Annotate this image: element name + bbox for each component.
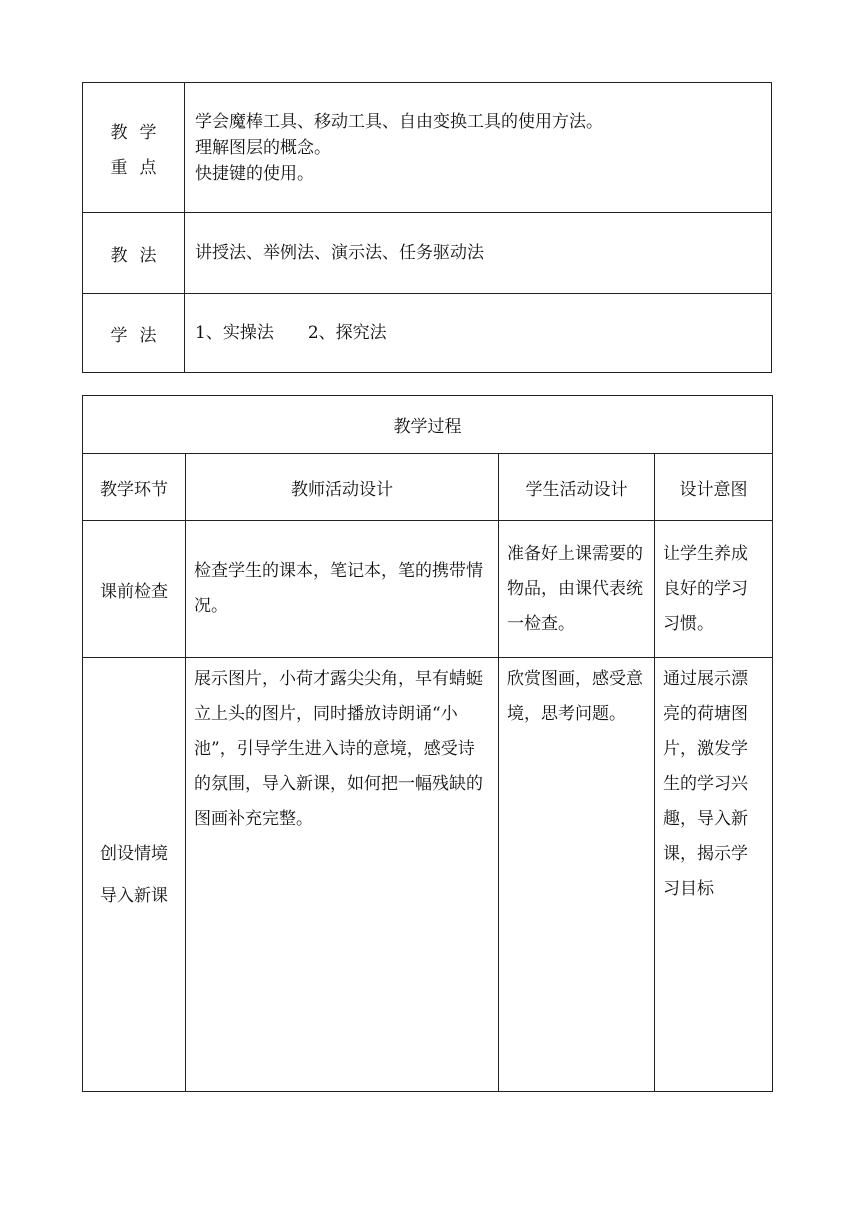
- process-header-row: [83, 454, 773, 521]
- design-intent-cell: 让学生养成良好的学习习惯。: [655, 521, 773, 658]
- key-points-content: [185, 83, 772, 213]
- student-activity-cell: 准备好上课需要的物品，由课代表统一检查。: [499, 521, 655, 658]
- learning-method-label: [83, 294, 185, 373]
- header-design-intent: 设计意图: [655, 454, 773, 521]
- key-point-2: 理解图层的概念。: [195, 137, 331, 158]
- key-points-label-line2: 重点: [110, 157, 169, 178]
- key-points-label-line1: 教学: [110, 122, 169, 143]
- stage-cell: 课前检查: [83, 521, 186, 658]
- stage-cell: [83, 658, 186, 1092]
- teaching-method-content: 讲授法、举例法、演示法、任务驱动法: [185, 213, 772, 294]
- teaching-process-table: [82, 395, 773, 1092]
- process-title-row: [83, 396, 773, 454]
- table-row: [83, 658, 773, 1092]
- learning-method-label-text: 学法: [110, 325, 169, 346]
- key-points-label: [83, 83, 185, 213]
- teacher-activity-cell: 检查学生的课本，笔记本，笔的携带情况。: [186, 521, 499, 658]
- stage-cell-line1: 创设情境: [100, 843, 168, 864]
- key-points-row: [83, 83, 772, 213]
- teacher-activity-cell: 展示图片，小荷才露尖尖角，早有蜻蜓立上头的图片，同时播放诗朗诵“小池”，引导学生进入诗的意境，感受诗的氛围，导入新课，如何把一幅残缺的图画补充完整。: [186, 658, 499, 1092]
- teaching-method-label-text: 教法: [110, 245, 169, 266]
- teaching-method-label: [83, 213, 185, 294]
- key-point-1: 学会魔棒工具、移动工具、自由变换工具的使用方法。: [195, 111, 603, 132]
- teaching-method-row: [83, 213, 772, 294]
- header-stage: 教学环节: [83, 454, 186, 521]
- stage-cell-line2: 导入新课: [100, 885, 168, 906]
- table-row: [83, 521, 773, 658]
- key-point-3: 快捷键的使用。: [195, 163, 314, 184]
- learning-method-row: [83, 294, 772, 373]
- design-intent-cell: 通过展示漂亮的荷塘图片，激发学生的学习兴趣，导入新课，揭示学习目标: [655, 658, 773, 1092]
- header-teacher-activity: 教师活动设计: [186, 454, 499, 521]
- learning-method-content: 1、实操法 2、探究法: [185, 294, 772, 373]
- process-title: 教学过程: [83, 396, 773, 454]
- objectives-table: [82, 82, 772, 373]
- student-activity-cell: 欣赏图画，感受意境，思考问题。: [499, 658, 655, 1092]
- header-student-activity: 学生活动设计: [499, 454, 655, 521]
